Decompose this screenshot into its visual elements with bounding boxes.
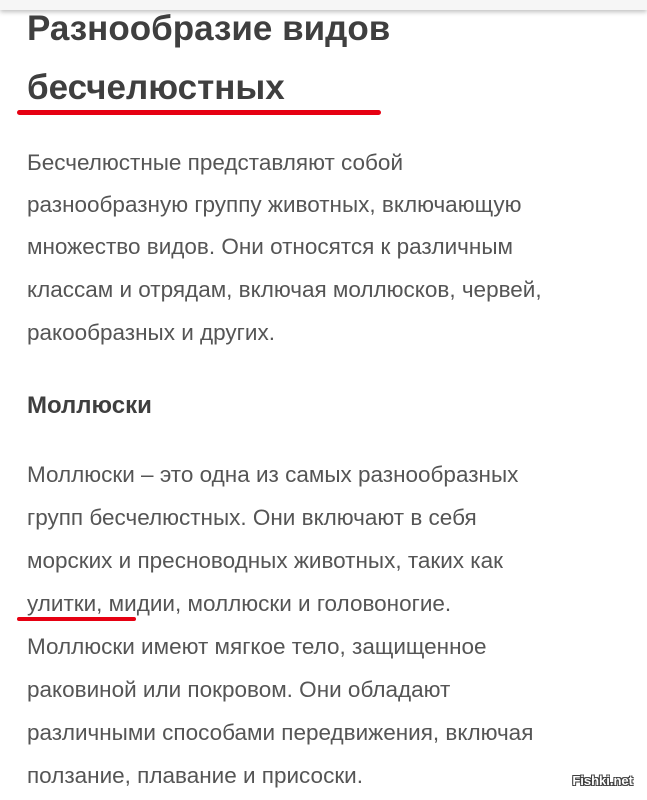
section-line: раковиной или покровом. Они обладают [27, 677, 451, 702]
section-line: ползание, плавание и присоски. [27, 763, 363, 788]
intro-line: Бесчелюстные представляют собой [27, 150, 404, 175]
intro-line: разнообразную группу животных, включающую [27, 192, 522, 217]
section-line: Моллюски – это одна из самых разнообразных [27, 462, 519, 487]
red-underline-title [17, 110, 381, 115]
section-line: Моллюски имеют мягкое тело, защищенное [27, 634, 487, 659]
intro-line: классам и отрядам, включая моллюсков, червей, [27, 277, 542, 302]
intro-line: множество видов. Они относятся к различным [27, 234, 513, 259]
section-line: улитки, мидии, моллюски и головоногие. [27, 591, 452, 616]
section-line: различными способами передвижения, включая [27, 720, 534, 745]
page-title-line-1: Разнообразие видов [27, 9, 391, 48]
page-title-line-2: бесчелюстных [27, 68, 285, 107]
section-heading: Моллюски [27, 392, 152, 419]
watermark: Fishki.net [572, 773, 633, 788]
section-line: морских и пресноводных животных, таких как [27, 548, 503, 573]
red-underline-snails [17, 617, 136, 621]
section-line: групп бесчелюстных. Они включают в себя [27, 505, 477, 530]
intro-line: ракообразных и других. [27, 320, 275, 345]
